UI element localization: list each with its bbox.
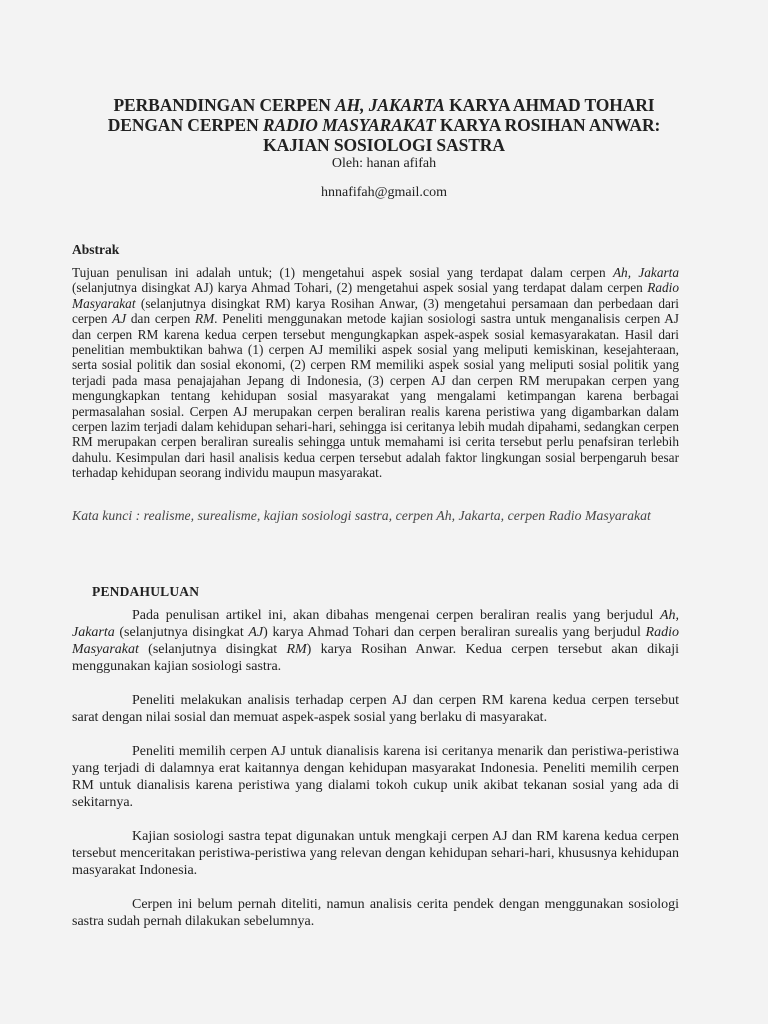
- author-email: hnnafifah@gmail.com: [320, 185, 448, 200]
- paper-title: [60, 95, 708, 155]
- paragraph: Kajian sosiologi sastra tepat digunakan untuk mengkaji cerpen AJ dan RM karena kedua cerpen tersebut menceritakan peristiwa-peristiwa yang relevan dengan kehidupan sehari-hari, khususnya kehidupan masyarakat Indonesia.: [72, 829, 679, 878]
- keywords: Kata kunci : realisme, surealisme, kajian sosiologi sastra, cerpen Ah, Jakarta, cerpen Radio Masyarakat: [72, 508, 651, 523]
- paragraph: Pada penulisan artikel ini, akan dibahas mengenai cerpen beraliran realis yang berjudul Ah, Jakarta (selanjutnya disingkat AJ) karya Ahmad Tohari dan cerpen beraliran surealis yang berjudul Radio Masyarakat (selanjutnya disingkat RM) karya Rosihan Anwar. Kedua cerpen tersebut akan dikaji menggunakan kajian sosiologi sastra.: [72, 608, 679, 674]
- abstract-body: Tujuan penulisan ini adalah untuk; (1) mengetahui aspek sosial yang terdapat dalam cerpen Ah, Jakarta (selanjutnya disingkat AJ) karya Ahmad Tohari, (2) mengetahui aspek sosial yang terdapat dalam cerpen Radio Masyarakat (selanjutnya disingkat RM) karya Rosihan Anwar, (3) mengetahui persamaan dan perbedaan dari cerpen AJ dan cerpen RM. Peneliti menggunakan metode kajian sosiologi sastra untuk menganalisis cerpen AJ dan cerpen RM karena kedua cerpen tersebut mengungkapkan aspek-aspek sosial kemasyarakatan. Hasil dari penelitian membuktikan bahwa (1) cerpen AJ memiliki aspek sosial yang meliputi kemiskinan, kesejahteraan, serta sosial politik dan sosial ekonomi, (2) cerpen RM memiliki aspek sosial yang meliputi sosial politik yang terjadi pada masa penajajahan Jepang di Indonesia, (3) cerpen AJ dan cerpen RM merupakan cerpen yang mengungkapkan tentang kehidupan sosial masyarakat yang mengalami ketimpangan karena berbagai permasalahan sosial. Cerpen AJ merupakan cerpen beraliran realis karena peristiwa yang digambarkan dalam cerpen lazim terjadi dalam kehidupan sehari-hari, sehingga isi ceritanya lebih mudah dipahami, sedangkan cerpen RM merupakan cerpen beraliran surealis sehingga untuk memahami isi cerita tersebut perlu penafsiran terlebih dahulu. Kesimpulan dari hasil analisis kedua cerpen tersebut adalah faktor lingkungan sosial berpengaruh besar terhadap kehidupan seorang individu maupun masyarakat.: [72, 265, 679, 481]
- title-line-2: DENGAN CERPEN RADIO MASYARAKAT KARYA ROSIHAN ANWAR:: [107, 115, 661, 135]
- paragraph: Cerpen ini belum pernah diteliti, namun analisis cerita pendek dengan menggunakan sosiologi sastra sudah pernah dilakukan sebelumnya.: [72, 897, 679, 929]
- author-line: Oleh: hanan afifah: [331, 156, 437, 171]
- paragraph: Peneliti melakukan analisis terhadap cerpen AJ dan cerpen RM karena kedua cerpen tersebut sarat dengan nilai sosial dan memuat aspek-aspek sosial yang berlaku di masyarakat.: [72, 693, 679, 725]
- title-line-3: KAJIAN SOSIOLOGI SASTRA: [263, 135, 505, 155]
- title-line-1: PERBANDINGAN CERPEN AH, JAKARTA KARYA AHMAD TOHARI: [113, 95, 655, 115]
- paragraph: Peneliti memilih cerpen AJ untuk dianalisis karena isi ceritanya menarik dan peristiwa-peristiwa yang terjadi di dalamnya erat kaitannya dengan kehidupan masyarakat Indonesia. Peneliti memilih cerpen RM untuk dianalisis karena peristiwa yang dialami tokoh cukup unik akibat tekanan sosial yang ada di sekitarnya.: [72, 744, 679, 810]
- introduction-body: [72, 607, 679, 947]
- abstract-heading: Abstrak: [72, 242, 120, 257]
- section-heading-introduction: PENDAHULUAN: [92, 584, 200, 599]
